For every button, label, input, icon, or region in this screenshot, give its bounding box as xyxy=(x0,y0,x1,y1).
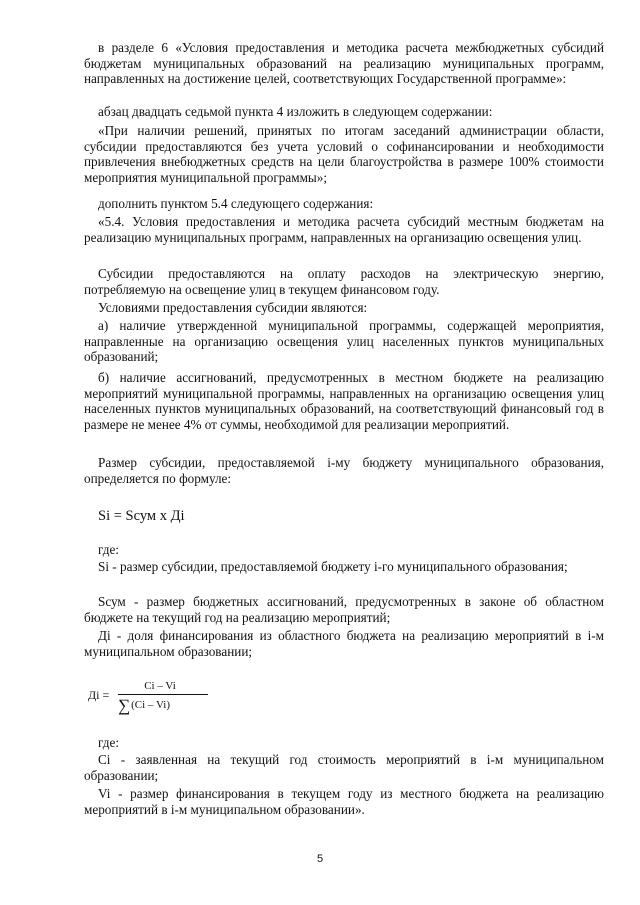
paragraph-quote-decisions: «При наличии решений, принятых по итогам заседаний администрации области, субсидии предоставляются без учета условий о софинансировании и необходимости привлечения внебюджетных средств на цели благоустройства в размере 100% стоимости мероприятия муниципальной программы»; xyxy=(84,123,604,185)
paragraph-5-4-title: «5.4. Условия предоставления и методика расчета субсидий местным бюджетам на реализацию муниципальных программ, направленных на организацию освещения улиц. xyxy=(84,214,604,245)
sigma-symbol: ∑ xyxy=(118,696,131,715)
paragraph-abzac-27: абзац двадцать седьмой пункта 4 изложить в следующем содержании: xyxy=(98,104,493,119)
paragraph-def-si: Si - размер субсидии, предоставляемой бюджету i-го муниципального образования; xyxy=(98,559,568,574)
paragraph-formula-intro: Размер субсидии, предоставляемой i-му бюджету муниципального образования, определяется по формуле: xyxy=(84,455,604,486)
paragraph-subsidy-purpose: Субсидии предоставляются на оплату расходов на электрическую энергию, потребляемую на освещение улиц в текущем финансовом году. xyxy=(84,266,604,297)
paragraph-section6-intro: в разделе 6 «Условия предоставления и методика расчета межбюджетных субсидий бюджетам муниципальных образований на реализацию муниципальных программ, направленных на достижение целей, соответствующих Государственной программе»: xyxy=(84,40,604,86)
page-number: 5 xyxy=(316,853,324,865)
formula-di xyxy=(88,680,238,716)
formula-di-lhs: Дi = xyxy=(88,688,110,702)
paragraph-def-ssum: Sсум - размер бюджетных ассигнований, предусмотренных в законе об областном бюджете на текущий год на реализацию мероприятий; xyxy=(84,594,604,625)
paragraph-where-1: где: xyxy=(98,542,119,557)
paragraph-def-di: Дi - доля финансирования из областного бюджета на реализацию мероприятий в i-м муниципальном образовании; xyxy=(84,628,604,659)
formula-di-denominator-group xyxy=(118,696,170,716)
paragraph-def-vi: Vi - размер финансирования в текущем году из местного бюджета на реализацию мероприятий в i-м муниципальном образовании». xyxy=(84,786,604,817)
paragraph-add-5-4: дополнить пунктом 5.4 следующего содержания: xyxy=(98,196,374,211)
paragraph-where-2: где: xyxy=(98,735,119,750)
paragraph-conditions-heading: Условиями предоставления субсидии являются: xyxy=(98,300,368,315)
formula-di-numerator: Ci – Vi xyxy=(144,680,176,692)
fraction-bar xyxy=(118,694,208,695)
formula-di-denominator: (Ci – Vi) xyxy=(131,699,170,711)
paragraph-condition-a: а) наличие утвержденной муниципальной программы, содержащей мероприятия, направленные на организацию освещения улиц населенных пунктов муниципальных образований; xyxy=(84,318,604,364)
paragraph-condition-b: б) наличие ассигнований, предусмотренных в местном бюджете на реализацию мероприятий муниципальной программы, направленных на организацию освещения улиц населенных пунктов муниципальных образований, на соответствующий финансовый год в размере не менее 4% от суммы, необходимой для реализации мероприятий. xyxy=(84,370,604,432)
formula-si: Si = Sсум х Дi xyxy=(98,508,185,524)
paragraph-def-ci: Ci - заявленная на текущий год стоимость мероприятий в i-м муниципальном образовании; xyxy=(84,752,604,783)
